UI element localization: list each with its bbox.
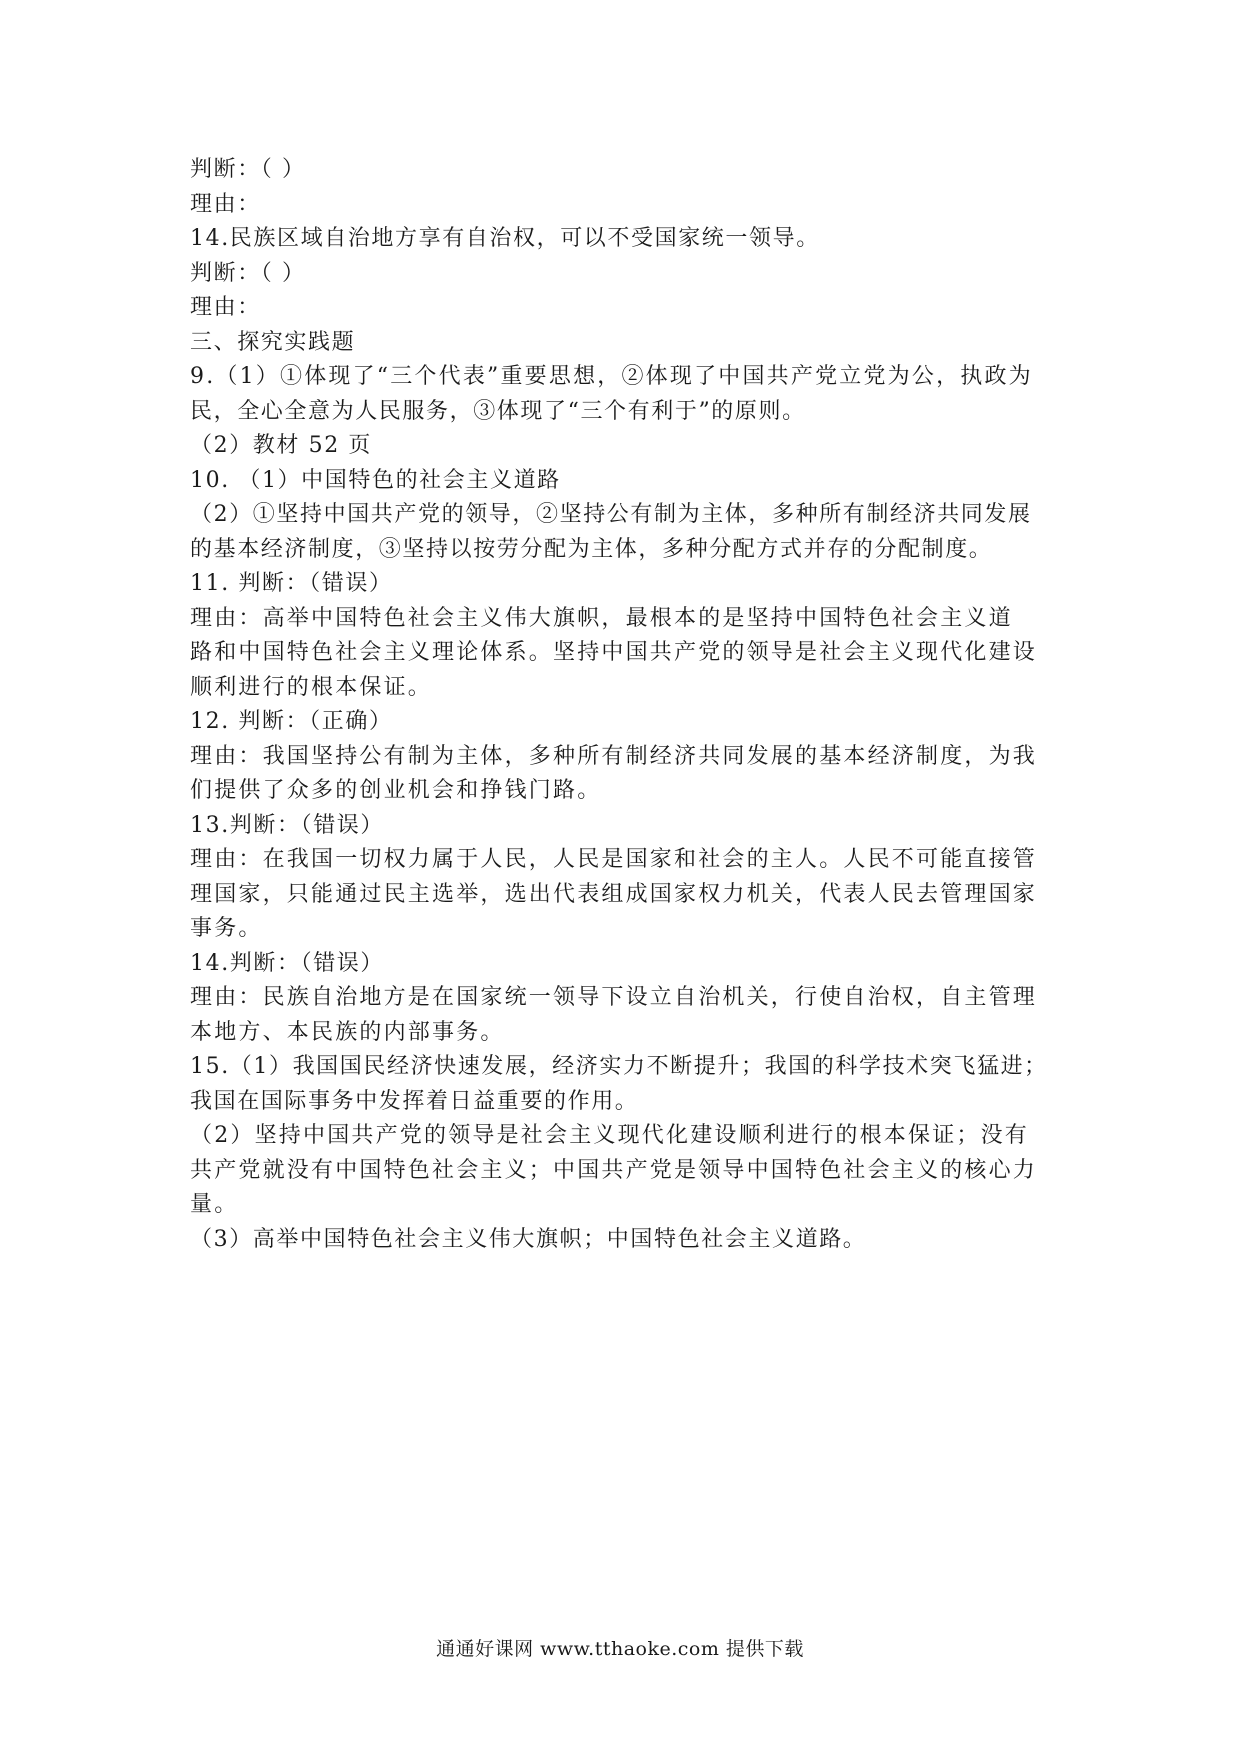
section-heading: 三、探究实践题 [190, 329, 356, 355]
text-line: 量。 [190, 1192, 239, 1217]
text-line: 15.（1）我国国民经济快速发展，经济实力不断提升；我国的科学技术突飞猛进； [190, 1054, 1048, 1079]
text-line: （3）高举中国特色社会主义伟大旗帜；中国特色社会主义道路。 [190, 1226, 867, 1252]
text-line: 顺利进行的根本保证。 [190, 674, 433, 700]
text-line: 们提供了众多的创业机会和挣钱门路。 [190, 778, 602, 803]
text-line: 12. 判断：（正确） [190, 709, 393, 734]
text-line: 民，全心全意为人民服务，③体现了“三个有利于”的原则。 [190, 398, 806, 424]
text-line: 路和中国特色社会主义理论体系。坚持中国共产党的领导是社会主义现代化建设 [190, 640, 1038, 665]
text-line: 理由：在我国一切权力属于人民，人民是国家和社会的主人。人民不可能直接管 [190, 847, 1038, 872]
text-line: 理由： [190, 191, 261, 217]
text-line: 9.（1）①体现了“三个代表”重要思想，②体现了中国共产党立党为公，执政为 [190, 364, 1033, 389]
text-line: 理由： [190, 295, 261, 320]
text-line: （2）教材 52 页 [190, 433, 372, 458]
document-body [190, 153, 1070, 1257]
text-line: 理国家，只能通过民主选举，选出代表组成国家权力机关，代表人民去管理国家 [190, 881, 1038, 907]
text-line: 本地方、本民族的内部事务。 [190, 1019, 505, 1045]
text-line: 11. 判断：（错误） [190, 571, 393, 596]
text-line: （2）①坚持中国共产党的领导，②坚持公有制为主体，多种所有制经济共同发展 [190, 502, 1032, 527]
text-line: 的基本经济制度，③坚持以按劳分配为主体，多种分配方式并存的分配制度。 [190, 536, 993, 562]
text-line: 14.判断：（错误） [190, 950, 384, 976]
text-line: 判断：（ ） [190, 260, 306, 286]
text-line: （2）坚持中国共产党的领导是社会主义现代化建设顺利进行的根本保证；没有 [190, 1123, 1029, 1148]
text-line: 13.判断：（错误） [190, 812, 384, 838]
text-line: 理由：高举中国特色社会主义伟大旗帜，最根本的是坚持中国特色社会主义道 [190, 605, 1013, 631]
text-line: 理由：民族自治地方是在国家统一领导下设立自治机关，行使自治权，自主管理 [190, 985, 1038, 1010]
page-footer: 通通好课网 www.tthaoke.com 提供下载 [436, 1638, 804, 1660]
text-line: 14.民族区域自治地方享有自治权，可以不受国家统一领导。 [190, 226, 820, 251]
text-line: 判断：（ ） [190, 157, 306, 182]
text-line: 事务。 [190, 916, 263, 941]
text-line: 理由：我国坚持公有制为主体，多种所有制经济共同发展的基本经济制度，为我 [190, 743, 1038, 769]
text-line: 10. （1）中国特色的社会主义道路 [190, 467, 561, 493]
text-line: 我国在国际事务中发挥着日益重要的作用。 [190, 1088, 639, 1114]
text-line: 共产党就没有中国特色社会主义；中国共产党是领导中国特色社会主义的核心力 [190, 1157, 1038, 1183]
